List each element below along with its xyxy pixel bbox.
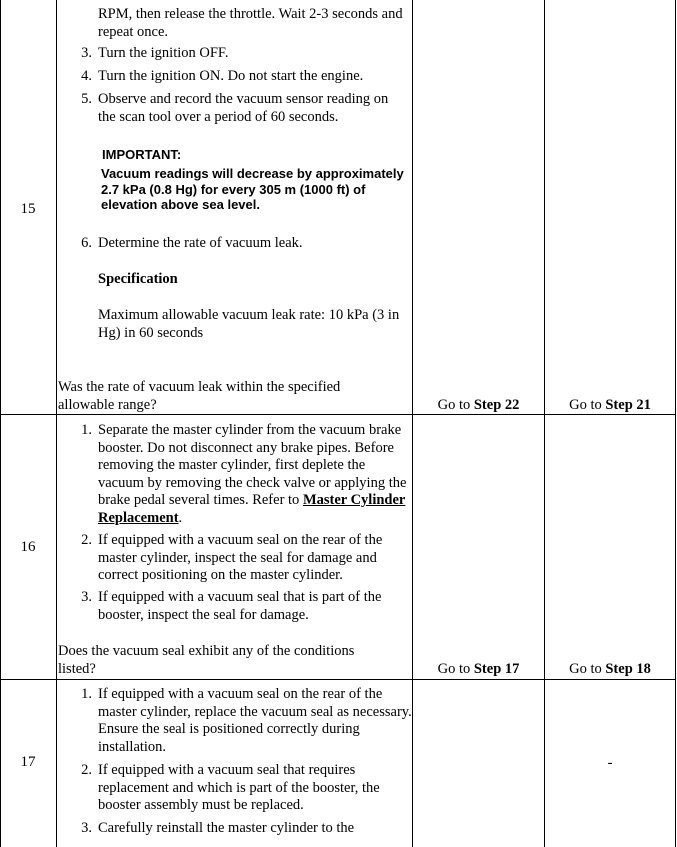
item-number: 3. [81,820,92,836]
master-cylinder-replacement-link[interactable]: Master Cylinder Replacement [98,492,406,526]
goto-prefix: Go to [569,661,606,677]
column-divider-step [56,0,57,847]
row16-no-goto[interactable] [545,661,675,678]
item-number: 4. [81,68,92,84]
item-text: RPM, then release the throttle. Wait 2-3 seconds and repeat once. [98,6,403,40]
item-number: 1. [81,422,92,438]
row17-no-result: - [607,755,613,771]
row15-yes-goto[interactable] [413,397,544,414]
goto-prefix: Go to [569,397,606,413]
goto-prefix: Go to [437,661,474,677]
goto-step: Step 18 [605,661,651,677]
row15-question: Was the rate of vacuum leak within the specified allowable range? [58,379,341,413]
item-number: 2. [81,762,92,778]
item-number: 3. [81,45,92,61]
step-number-15: 15 [20,201,36,217]
item-text: Turn the ignition ON. Do not start the engine. [98,68,364,84]
item-number: 5. [81,91,92,107]
row16-question: Does the vacuum seal exhibit any of the conditions listed? [58,643,355,677]
goto-step: Step 22 [473,397,520,413]
important-label: IMPORTANT: [102,147,182,162]
item-text: Determine the rate of vacuum leak. [98,235,303,251]
item-text: Carefully reinstall the master cylinder to the [98,820,355,836]
column-divider-action [412,0,413,847]
item-text: If equipped with a vacuum seal on the rear of the master cylinder, inspect the seal for damage and correct positioning on the master cylinder. [98,532,383,583]
goto-step: Step 21 [605,397,651,413]
column-divider-yes [544,0,545,847]
row16-yes-goto[interactable] [413,661,544,678]
item-text: Separate the master cylinder from the vacuum brake booster. Do not disconnect any brake pipes. Before removing the master cylinder, first deplete the vacuum by removing the check valve or applying the brake pedal several times. Refer to [98,422,407,508]
item-text: Observe and record the vacuum sensor reading on the scan tool over a period of 60 seconds. [98,91,389,125]
specification-label: Specification [98,271,178,287]
item-number: 3. [81,589,92,605]
item-text: If equipped with a vacuum seal on the rear of the master cylinder, replace the vacuum seal as necessary. Ensure the seal is positioned correctly during installation. [98,686,412,755]
item-text: If equipped with a vacuum seal that requires replacement and which is part of the booster, the booster assembly must be replaced. [98,762,380,813]
important-note: Vacuum readings will decrease by approximately 2.7 kPa (0.8 Hg) for every 305 m (1000 ft) of elevation above sea level. [101,166,404,212]
goto-step: Step 17 [473,661,520,677]
item-number: 2. [81,532,92,548]
step-number-16: 16 [20,539,36,555]
item-number: 6. [81,235,92,251]
row-divider-16-17 [0,679,676,680]
step-number-17: 17 [20,754,36,770]
table-border-right [675,0,676,847]
row15-no-goto[interactable] [545,397,675,414]
specification-text: Maximum allowable vacuum leak rate: 10 kPa (3 in Hg) in 60 seconds [98,307,400,341]
item-text: If equipped with a vacuum seal that is part of the booster, inspect the seal for damage. [98,589,382,623]
item-number: 1. [81,686,92,702]
goto-prefix: Go to [437,397,474,413]
row-divider-15-16 [0,414,676,415]
table-border-left [0,0,1,847]
link-suffix: . [178,509,183,526]
item-text: Turn the ignition OFF. [98,45,229,61]
